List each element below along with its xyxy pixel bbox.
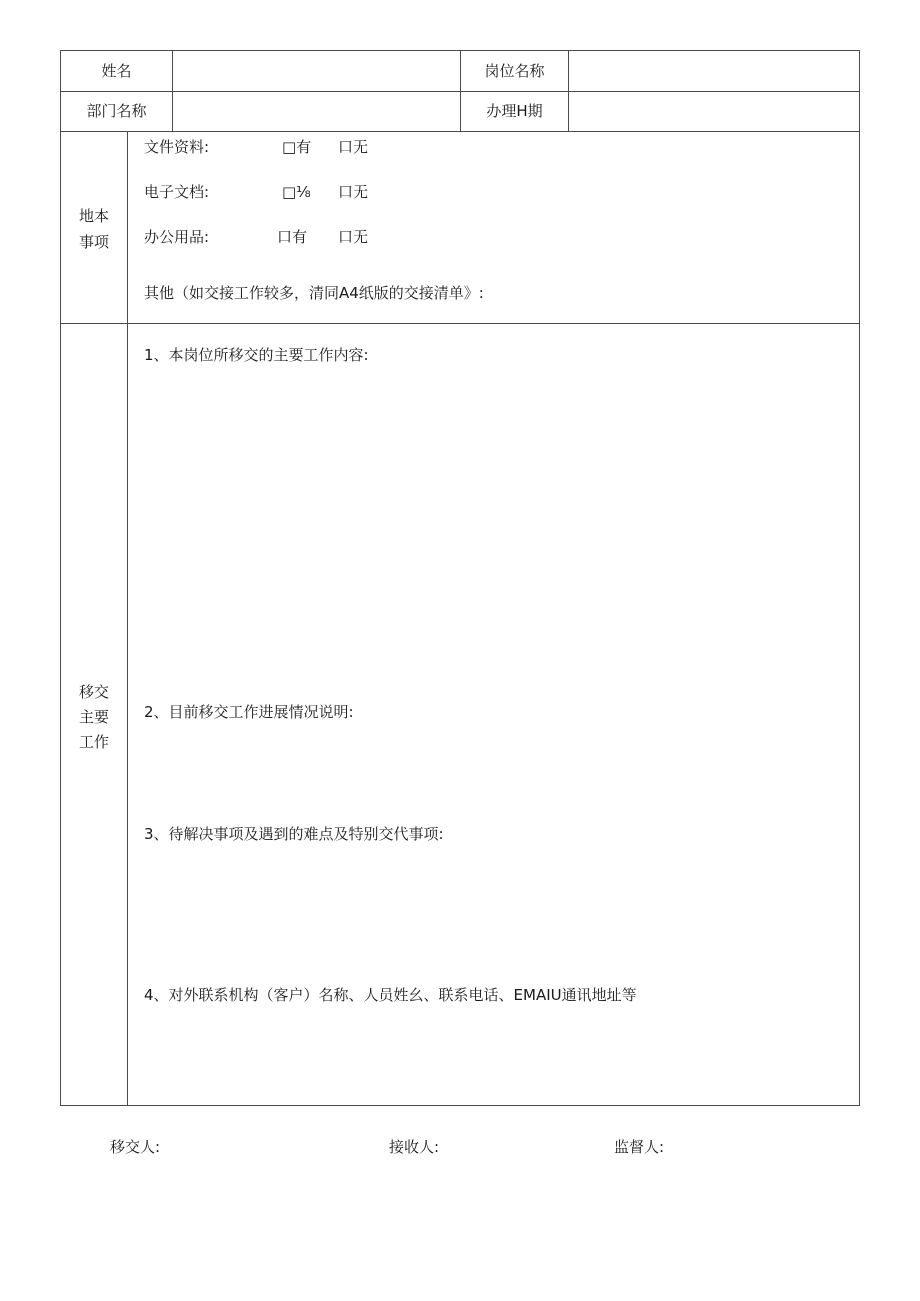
- supplies-yes-checkbox[interactable]: 口有: [277, 228, 308, 246]
- supplies-no-checkbox[interactable]: 口无: [338, 228, 369, 246]
- row-divider-3: [60, 323, 860, 324]
- work-item-2: 2、目前移交工作进展情况说明:: [144, 703, 354, 721]
- date-field[interactable]: [569, 92, 859, 131]
- files-label: 文件资料:: [144, 138, 210, 156]
- position-field[interactable]: [569, 51, 859, 91]
- supervisor-signature-label: 监督人:: [614, 1138, 665, 1156]
- files-no-checkbox[interactable]: 口无: [338, 138, 369, 156]
- main-work-label-line3: 工作: [78, 733, 109, 751]
- files-yes-checkbox[interactable]: □有: [282, 138, 312, 156]
- dept-field[interactable]: [173, 92, 460, 131]
- handover-signature-label: 移交人:: [110, 1138, 161, 1156]
- work-item-4: 4、对外联系机构（客户）名称、人员姓幺、联系电话、EMAIU通讯地址等: [144, 986, 637, 1004]
- receiver-signature-label: 接收人:: [389, 1138, 440, 1156]
- date-label: 办理H期: [486, 102, 543, 120]
- main-work-label-line1: 移交: [78, 683, 109, 701]
- dept-label: 部门名称: [86, 102, 147, 120]
- edocs-label: 电子文档:: [144, 183, 210, 201]
- main-work-label-line2: 主要: [78, 708, 109, 726]
- work-item-1: 1、本岗位所移交的主要工作内容:: [144, 346, 369, 364]
- supplies-label: 办公用品:: [144, 228, 210, 246]
- col-divider-label: [127, 131, 128, 1106]
- name-field[interactable]: [173, 51, 460, 91]
- table-border-bottom: [60, 1105, 860, 1106]
- table-border-right: [859, 50, 860, 1106]
- position-label: 岗位名称: [484, 62, 545, 80]
- basic-items-label-line1: 地本: [78, 207, 109, 225]
- name-label: 姓名: [101, 62, 132, 80]
- basic-items-label-line2: 事项: [78, 233, 109, 251]
- work-item-3: 3、待解决事项及遇到的难点及特别交代事项:: [144, 825, 444, 843]
- other-note: 其他（如交接工作较多，清同A4纸版的交接清单》:: [144, 284, 484, 302]
- edocs-no-checkbox[interactable]: 口无: [338, 183, 369, 201]
- edocs-yes-checkbox[interactable]: □⅛: [282, 183, 311, 201]
